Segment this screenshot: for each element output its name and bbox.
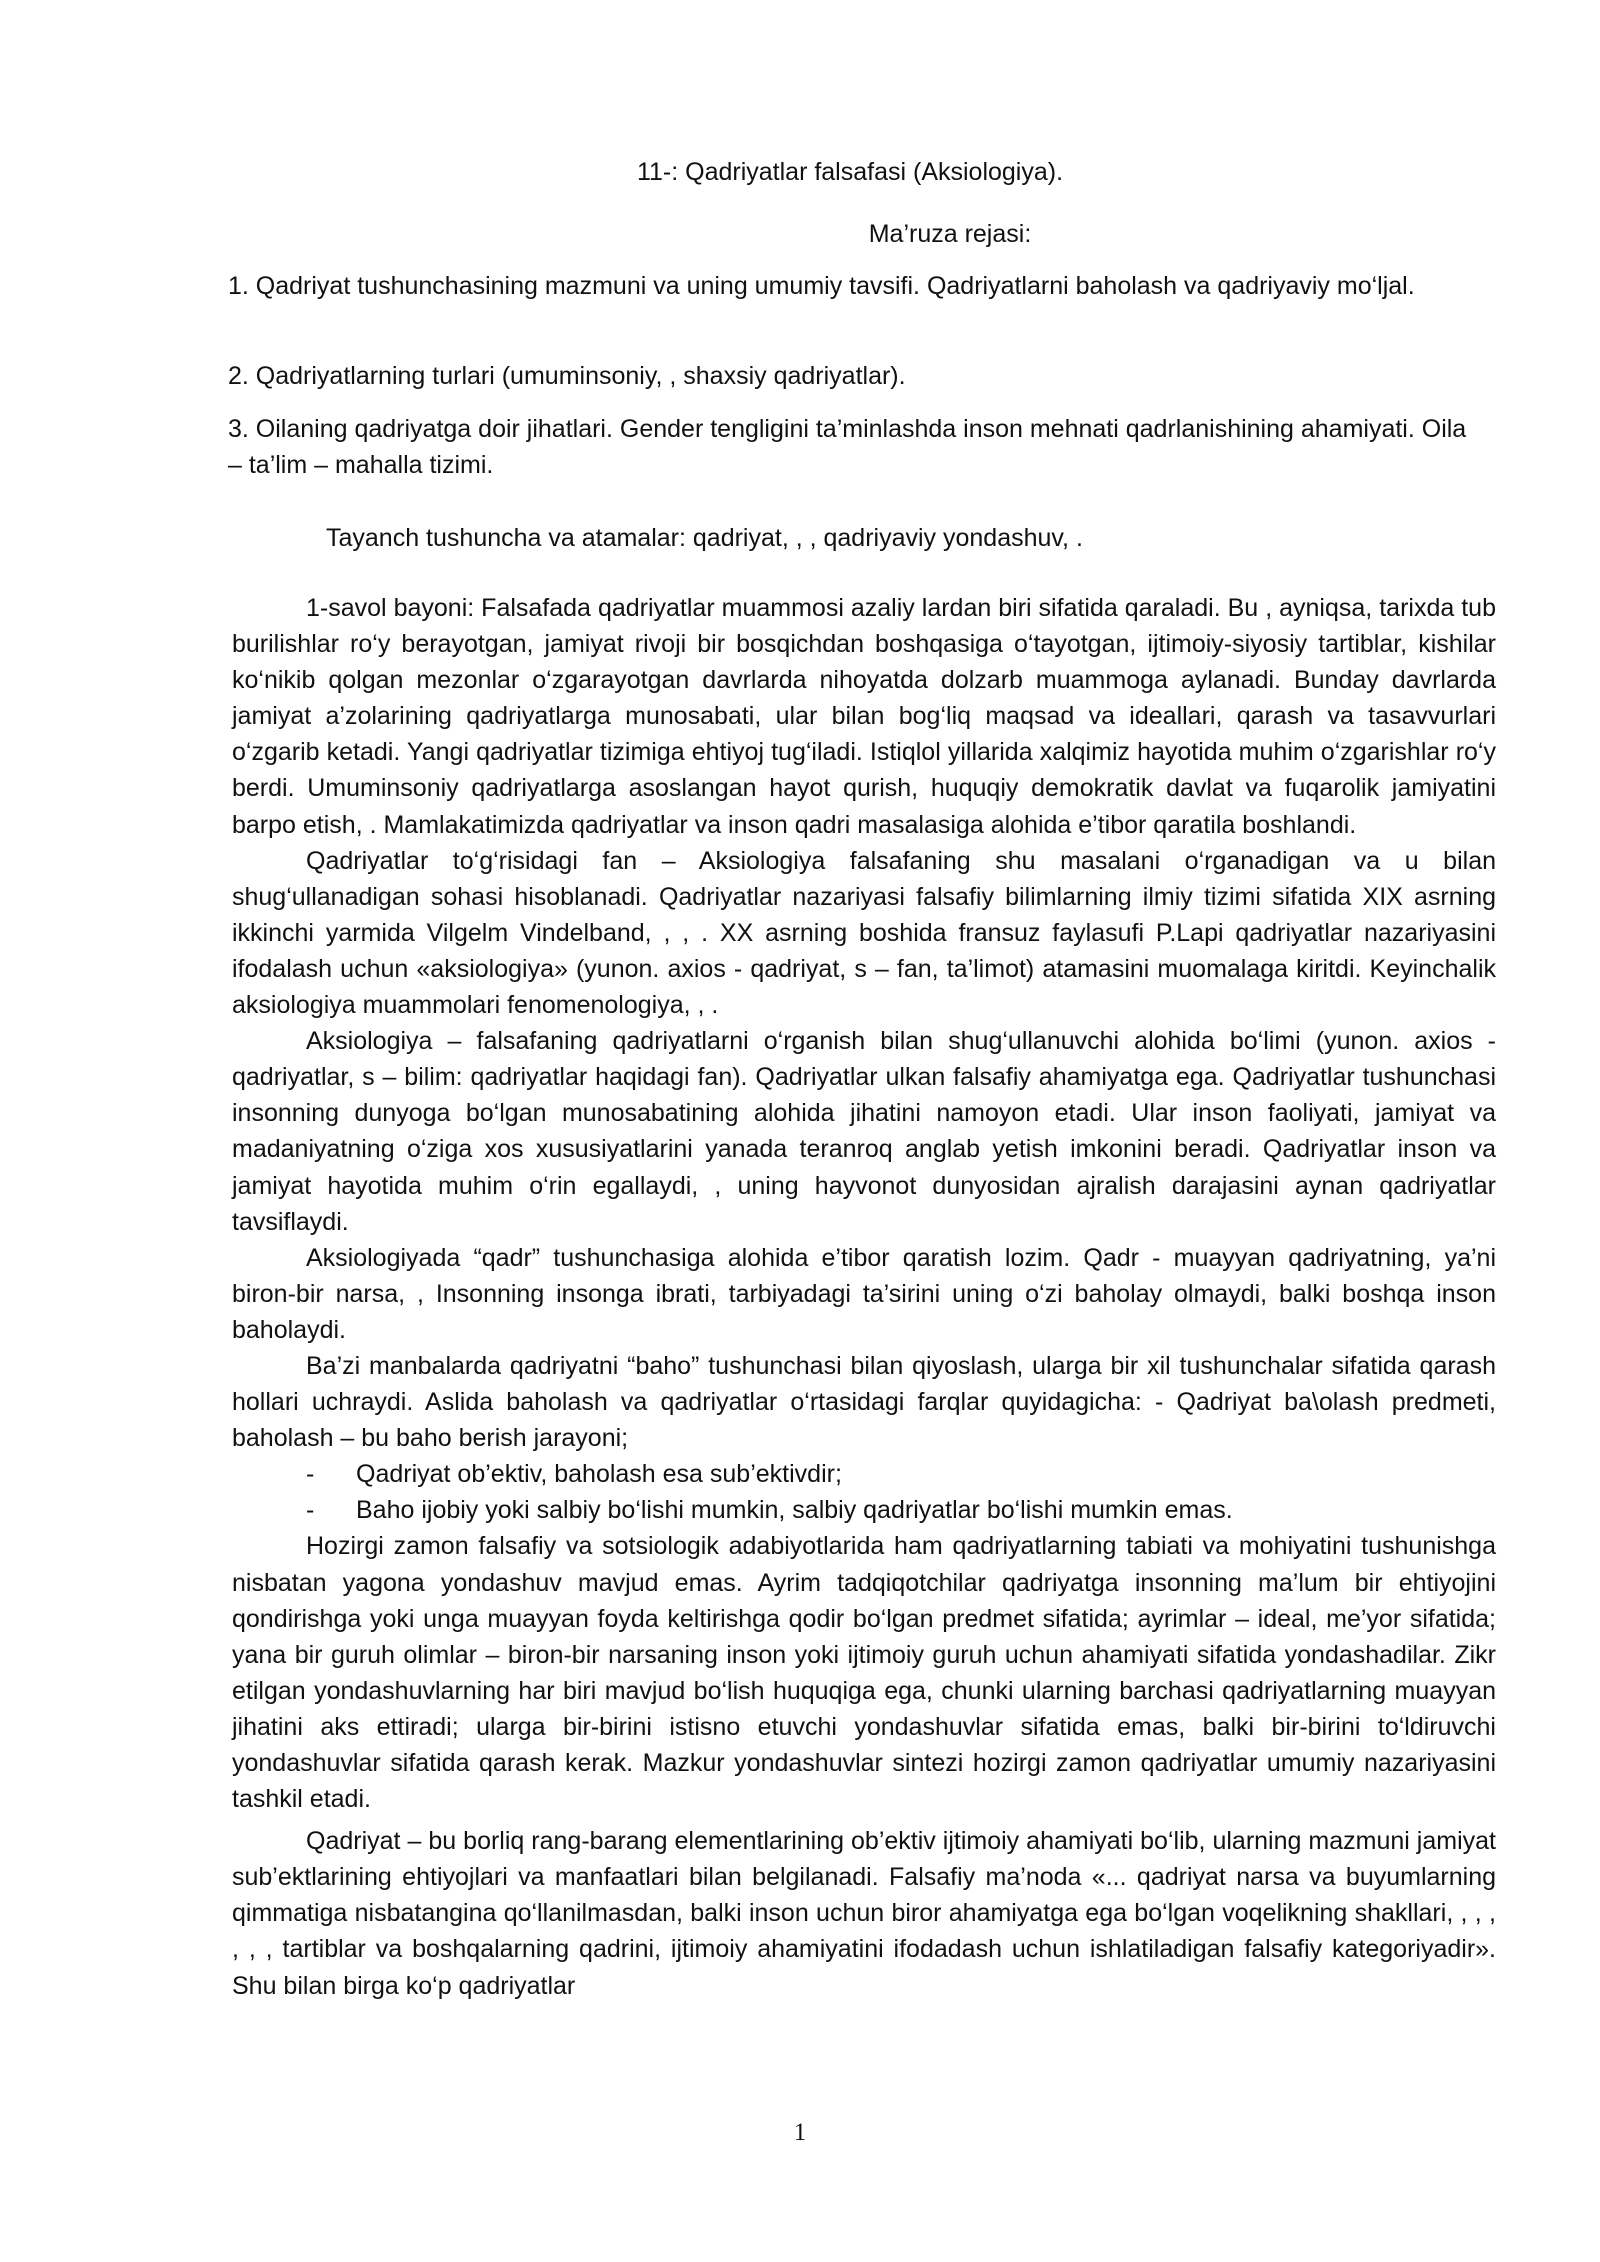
- page-number: 1: [793, 2119, 807, 2146]
- list-item-text: Baho ijobiy yoki salbiy bo‘lishi mumkin, salbiy qadriyatlar bo‘lishi mumkin emas.: [356, 1496, 1233, 1525]
- list-item-text: Qadriyat ob’ektiv, baholash esa sub’ektivdir;: [356, 1460, 842, 1489]
- plan-item-3: 3. Oilaning qadriyatga doir jihatlari. Gender tengligini ta’minlashda inson mehnati qadrlanishining ahamiyati. Oila – ta’lim – mahalla tizimi.: [228, 415, 1467, 479]
- lecture-title: 11-: Qadriyatlar falsafasi (Aksiologiya).: [636, 158, 1064, 186]
- body-paragraph-3: Aksiologiya – falsafaning qadriyatlarni o‘rganish bilan shug‘ullanuvchi alohida bo‘limi (yunon. axios - qadriyatlar, s – bilim: qadriyatlar haqidagi fan). Qadriyatlar ulkan falsafiy ahamiyatga ega. Qadriyatlar tushunchasi insonning dunyoga bo‘lgan munosabatining alohida jihatini namoyon etadi. Ular inson faoliyati, jamiyat va madaniyatning o‘ziga xos xususiyatlarini yanada teranroq anglab yetish imkonini beradi. Qadriyatlar inson va jamiyat hayotida muhim o‘rin egallaydi, , uning hayvonot dunyosidan ajralish darajasini aynan qadriyatlar tavsiflaydi.: [232, 1027, 1496, 1236]
- comparison-list: [232, 1456, 1496, 1528]
- body-paragraph-7: Qadriyat – bu borliq rang-barang elementlarining ob’ektiv ijtimoiy ahamiyati bo‘lib, ularning mazmuni jamiyat sub’ektlarining ehtiyojlari va manfaatlari bilan belgilanadi. Falsafiy ma’noda «... qadriyat narsa va buyumlarning qimmatiga nisbatangina qo‘llanilmasdan, balki inson uchun biror ahamiyatga ega bo‘lgan voqelikning shakllari, , , , , , , tartiblar va boshqalarning qadrini, ijtimoiy ahamiyatini ifodadash uchun ishlatiladigan falsafiy kategoriyadir». Shu bilan birga ko‘p qadriyatlar: [232, 1827, 1496, 2000]
- body-text: [232, 590, 1496, 2004]
- body-paragraph-4: Aksiologiyada “qadr” tushunchasiga alohida e’tibor qaratish lozim. Qadr - muayyan qadriyatning, ya’ni biron-bir narsa, , Insonning insonga ibrati, tarbiyadagi ta’sirini uning o‘zi baholay olmaydi, balki boshqa inson baholaydi.: [232, 1243, 1496, 1344]
- dash-bullet: -: [306, 1460, 315, 1489]
- body-paragraph-2: Qadriyatlar to‘g‘risidagi fan – Aksiologiya falsafaning shu masalani o‘rganadigan va u bilan shug‘ullanadigan sohasi hisoblanadi. Qadriyatlar nazariyasi falsafiy bilimlarning ilmiy tizimi sifatida XIX asrning ikkinchi yarmida Vilgelm Vindelband, , , . XX asrning boshida fransuz faylasufi P.Lapi qadriyatlar nazariyasini ifodalash uchun «aksiologiya» (yunon. axios - qadriyat, s – fan, ta’limot) atamasini muomalaga kiritdi. Keyinchalik aksiologiya muammolari fenomenologiya, , .: [232, 846, 1496, 1020]
- keywords-line: Tayanch tushuncha va atamalar: qadriyat, , , qadriyaviy yondashuv, .: [326, 524, 1083, 552]
- plan-item-1: 1. Qadriyat tushunchasining mazmuni va uning umumiy tavsifi. Qadriyatlarni baholash va qadriyaviy mo‘ljal.: [228, 272, 1415, 300]
- lecture-plan-heading: Ma’ruza rejasi:: [868, 220, 1032, 248]
- plan-item-2: 2. Qadriyatlarning turlari (umuminsoniy, , shaxsiy qadriyatlar).: [228, 362, 906, 390]
- list-item: [232, 1492, 1496, 1528]
- dash-bullet: -: [306, 1496, 315, 1525]
- list-item: [232, 1456, 1496, 1492]
- body-paragraph-6: Hozirgi zamon falsafiy va sotsiologik adabiyotlarida ham qadriyatlarning tabiati va mohiyatini tushunishga nisbatan yagona yondashuv mavjud emas. Ayrim tadqiqotchilar qadriyatga insonning ma’lum bir ehtiyojini qondirishga yoki unga muayyan foyda keltirishga qodir bo‘lgan predmet sifatida; ayrimlar – ideal, me’yor sifatida; yana bir guruh olimlar – biron-bir narsaning inson yoki ijtimoiy guruh uchun ahamiyati sifatida yondashadilar. Zikr etilgan yondashuvlarning har biri mavjud bo‘lish huquqiga ega, chunki ularning barchasi qadriyatlarning muayyan jihatini aks ettiradi; ularga bir-birini istisno etuvchi yondashuvlar sifatida emas, balki bir-birini to‘ldiruvchi yondashuvlar sifatida qarash kerak. Mazkur yondashuvlar sintezi hozirgi zamon qadriyatlar umumiy nazariyasini tashkil etadi.: [232, 1532, 1496, 1814]
- body-paragraph-1: 1-savol bayoni: Falsafada qadriyatlar muammosi azaliy lardan biri sifatida qaraladi. Bu , ayniqsa, tarixda tub burilishlar ro‘y berayotgan, jamiyat rivoji bir bosqichdan boshqasiga o‘tayotgan, ijtimoiy-siyosiy tartiblar, kishilar ko‘nikib qolgan mezonlar o‘zgarayotgan davrlarda nihoyatda dolzarb muammoga aylanadi. Bunday davrlarda jamiyat a’zolarining qadriyatlarga munosabati, ular bilan bog‘liq maqsad va ideallari, qarash va tasavvurlari o‘zgarib ketadi. Yangi qadriyatlar tizimiga ehtiyoj tug‘iladi. Istiqlol yillarida xalqimiz hayotida muhim o‘zgarishlar ro‘y berdi. Umuminsoniy qadriyatlarga asoslangan hayot qurish, huquqiy demokratik davlat va fuqarolik jamiyatini barpo etish, . Mamlakatimizda qadriyatlar va inson qadri masalasiga alohida e’tibor qaratila boshlandi.: [232, 594, 1496, 839]
- body-paragraph-5: Ba’zi manbalarda qadriyatni “baho” tushunchasi bilan qiyoslash, ularga bir xil tushunchalar sifatida qarash hollari uchraydi. Aslida baholash va qadriyatlar o‘rtasidagi farqlar quyidagicha: - Qadriyat ba\olash predmeti, baholash – bu baho berish jarayoni;: [232, 1351, 1496, 1453]
